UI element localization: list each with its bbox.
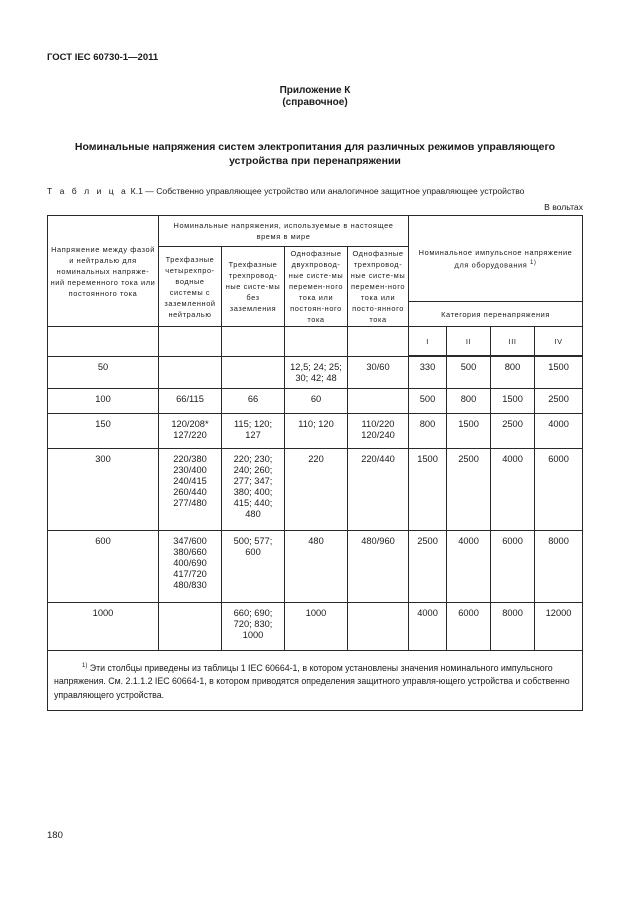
cell-category-i: 330 bbox=[409, 356, 447, 388]
cell-category-iv: 2500 bbox=[535, 388, 583, 413]
cell-voltage: 150 bbox=[48, 413, 159, 448]
cell-category-iii: 6000 bbox=[491, 530, 535, 602]
cell-category-ii: 800 bbox=[447, 388, 491, 413]
cell-category-iv: 1500 bbox=[535, 356, 583, 388]
table-row bbox=[48, 448, 583, 530]
cell-voltage: 1000 bbox=[48, 602, 159, 650]
cell-category-i: 2500 bbox=[409, 530, 447, 602]
cell-voltage: 50 bbox=[48, 356, 159, 388]
header-category-iv: IV bbox=[535, 327, 583, 357]
cell-single-phase-three-wire: 220/440 bbox=[348, 448, 409, 530]
cell-single-phase-three-wire: 30/60 bbox=[348, 356, 409, 388]
header-three-phase-four-wire: Трехфазные четырехпро-водные системы с заземленной нейтралью bbox=[159, 247, 222, 327]
cell-category-iv: 6000 bbox=[535, 448, 583, 530]
header-single-phase-three-wire: Однофазные трехпровод-ные систе-мы перемен-ного тока или посто-янного тока bbox=[348, 247, 409, 327]
cell-single-phase-two-wire: 60 bbox=[285, 388, 348, 413]
cell-category-iii: 1500 bbox=[491, 388, 535, 413]
cell-category-iv: 8000 bbox=[535, 530, 583, 602]
cell-three-phase-four-wire: 66/115 bbox=[159, 388, 222, 413]
cell-category-iii: 8000 bbox=[491, 602, 535, 650]
table-footnote bbox=[48, 650, 583, 711]
appendix-subtitle: (справочное) bbox=[282, 97, 348, 108]
header-spacer bbox=[222, 327, 285, 357]
cell-category-ii: 1500 bbox=[447, 413, 491, 448]
header-overvoltage-category: Категория перенапряжения bbox=[409, 302, 583, 327]
cell-category-ii: 500 bbox=[447, 356, 491, 388]
cell-three-phase-three-wire: 66 bbox=[222, 388, 285, 413]
table-row bbox=[48, 413, 583, 448]
cell-voltage: 100 bbox=[48, 388, 159, 413]
header-voltage-col: Напряжение между фазой и нейтралью для номинальных напряже-ний переменного тока или постоянного тока bbox=[48, 216, 159, 327]
cell-category-ii: 2500 bbox=[447, 448, 491, 530]
header-spacer bbox=[159, 327, 222, 357]
cell-category-ii: 6000 bbox=[447, 602, 491, 650]
footnote-ref: 1) bbox=[530, 259, 537, 266]
voltage-table bbox=[47, 215, 583, 711]
cell-category-i: 4000 bbox=[409, 602, 447, 650]
cell-single-phase-two-wire: 1000 bbox=[285, 602, 348, 650]
header-category-i: I bbox=[409, 327, 447, 357]
table-caption bbox=[47, 186, 524, 196]
cell-single-phase-two-wire: 110; 120 bbox=[285, 413, 348, 448]
cell-three-phase-four-wire: 347/600 380/660 400/690 417/720 480/830 bbox=[159, 530, 222, 602]
cell-voltage: 600 bbox=[48, 530, 159, 602]
cell-single-phase-three-wire bbox=[348, 388, 409, 413]
header-spacer bbox=[48, 327, 159, 357]
section-title: Номинальные напряжения систем электропитания для различных режимов управляющего устройства при перенапряжении bbox=[74, 141, 556, 167]
cell-three-phase-three-wire: 660; 690; 720; 830; 1000 bbox=[222, 602, 285, 650]
cell-three-phase-four-wire: 120/208* 127/220 bbox=[159, 413, 222, 448]
cell-category-i: 500 bbox=[409, 388, 447, 413]
cell-category-iv: 12000 bbox=[535, 602, 583, 650]
cell-category-iv: 4000 bbox=[535, 413, 583, 448]
header-spacer bbox=[348, 327, 409, 357]
cell-single-phase-three-wire bbox=[348, 602, 409, 650]
header-category-ii: II bbox=[447, 327, 491, 357]
header-group-impulse bbox=[409, 216, 583, 302]
header-group-nominal: Номинальные напряжения, используемые в настоящее время в мире bbox=[159, 216, 409, 247]
page-number: 180 bbox=[47, 830, 63, 841]
cell-category-iii: 2500 bbox=[491, 413, 535, 448]
header-category-iii: III bbox=[491, 327, 535, 357]
units-label: В вольтах bbox=[544, 202, 583, 212]
table-row bbox=[48, 530, 583, 602]
footnote-text: Эти столбцы приведены из таблицы 1 IEC 60664-1, в котором установлены значения номинального импульсного напряжения. См. 2.1.1.2 IEC 60664-1, в котором приводятся определения защитного управля-ющего устройства и собственно управляющего устройства. bbox=[54, 662, 570, 701]
footnote-marker: 1) bbox=[82, 662, 88, 669]
document-code: ГОСТ IEC 60730-1—2011 bbox=[47, 52, 159, 63]
cell-category-i: 1500 bbox=[409, 448, 447, 530]
header-spacer bbox=[285, 327, 348, 357]
cell-three-phase-three-wire: 115; 120; 127 bbox=[222, 413, 285, 448]
cell-voltage: 300 bbox=[48, 448, 159, 530]
table-caption-text: К.1 — Собственно управляющее устройство или аналогичное защитное управляющее устройство bbox=[128, 186, 525, 196]
cell-category-iii: 800 bbox=[491, 356, 535, 388]
header-three-phase-three-wire: Трехфазные трехпровод-ные систе-мы без заземления bbox=[222, 247, 285, 327]
table-row bbox=[48, 356, 583, 388]
cell-single-phase-two-wire: 480 bbox=[285, 530, 348, 602]
table-body bbox=[48, 356, 583, 650]
cell-three-phase-three-wire: 220; 230; 240; 260; 277; 347; 380; 400; 415; 440; 480 bbox=[222, 448, 285, 530]
cell-category-i: 800 bbox=[409, 413, 447, 448]
cell-three-phase-four-wire: 220/380 230/400 240/415 260/440 277/480 bbox=[159, 448, 222, 530]
cell-three-phase-three-wire bbox=[222, 356, 285, 388]
cell-category-ii: 4000 bbox=[447, 530, 491, 602]
cell-single-phase-two-wire: 12,5; 24; 25; 30; 42; 48 bbox=[285, 356, 348, 388]
table-caption-prefix: Т а б л и ц а bbox=[47, 186, 129, 196]
table-row bbox=[48, 388, 583, 413]
appendix-title: Приложение К bbox=[279, 85, 351, 96]
header-group-impulse-text: Номинальное импульсное напряжение для оборудования bbox=[418, 247, 573, 270]
cell-single-phase-three-wire: 480/960 bbox=[348, 530, 409, 602]
cell-category-iii: 4000 bbox=[491, 448, 535, 530]
cell-three-phase-three-wire: 500; 577; 600 bbox=[222, 530, 285, 602]
cell-single-phase-three-wire: 110/220 120/240 bbox=[348, 413, 409, 448]
cell-three-phase-four-wire bbox=[159, 602, 222, 650]
header-single-phase-two-wire: Однофазные двухпровод-ные систе-мы перемен-ного тока или постоян-ного тока bbox=[285, 247, 348, 327]
cell-single-phase-two-wire: 220 bbox=[285, 448, 348, 530]
cell-three-phase-four-wire bbox=[159, 356, 222, 388]
table-row bbox=[48, 602, 583, 650]
